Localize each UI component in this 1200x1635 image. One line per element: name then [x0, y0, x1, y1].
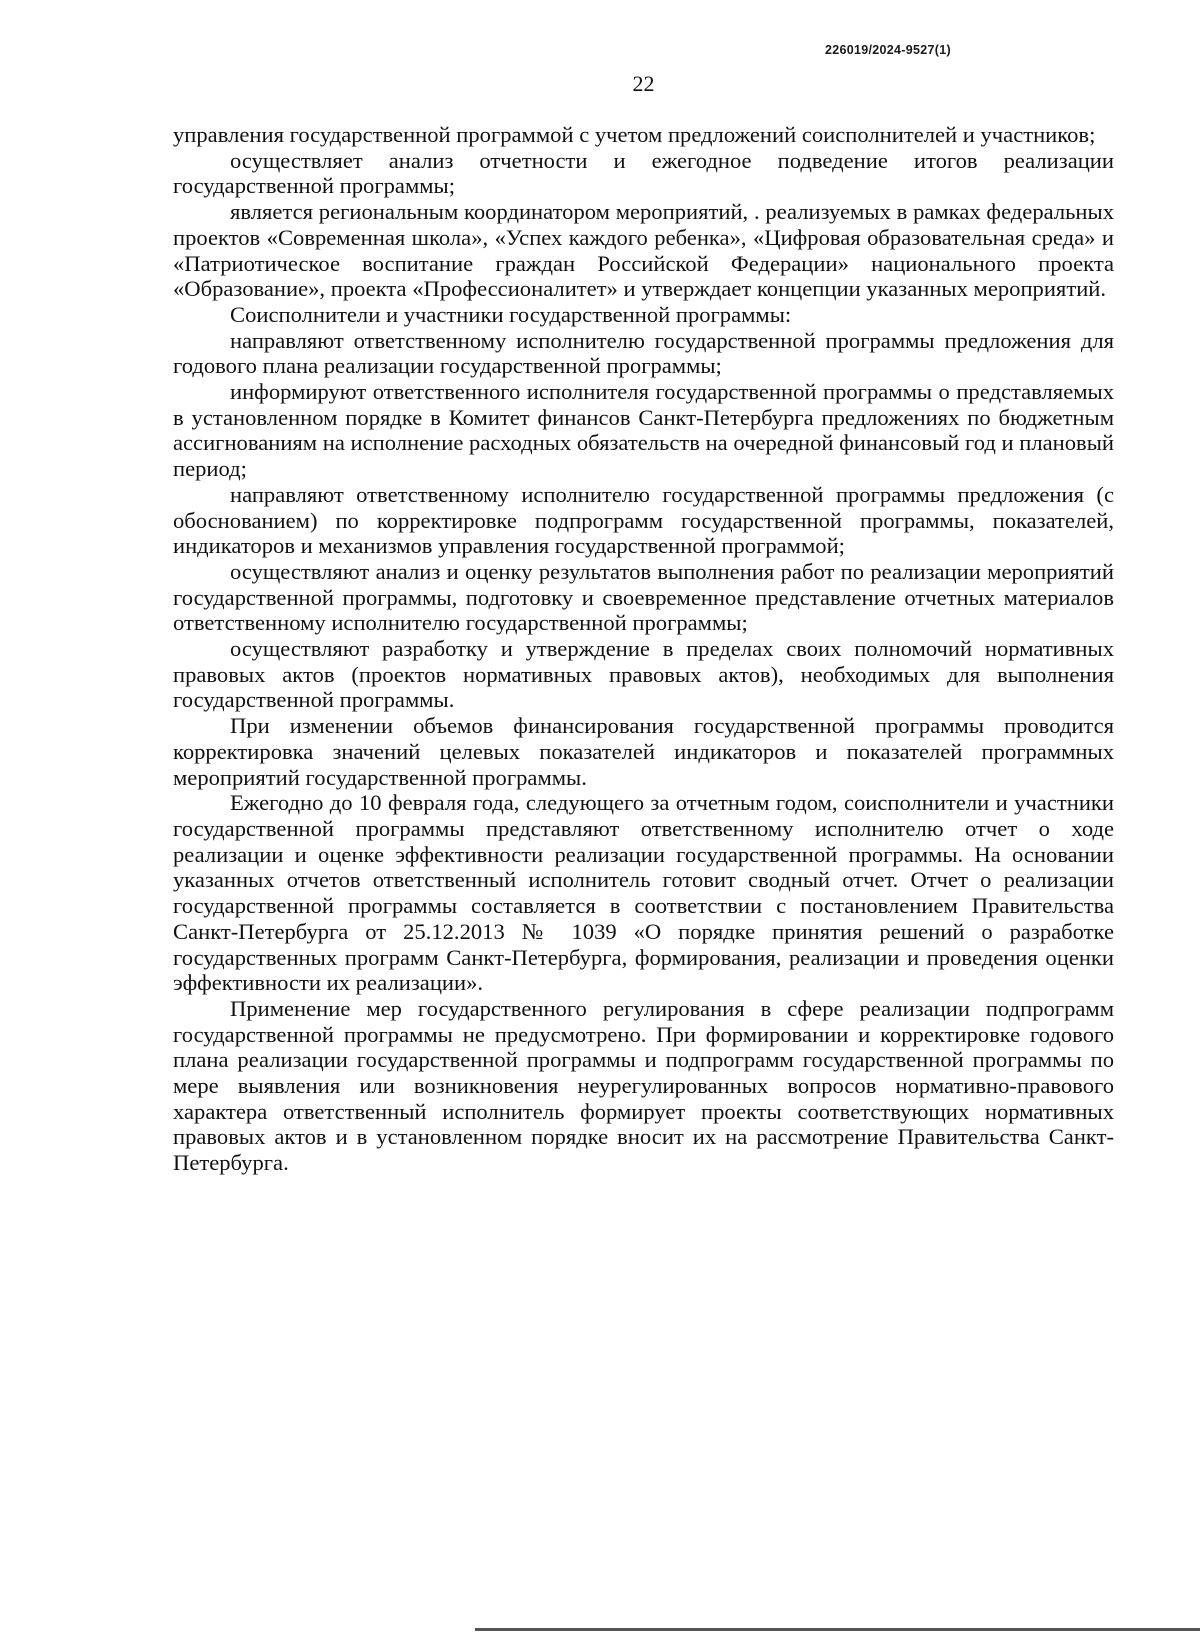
- paragraph: осуществляет анализ отчетности и ежегодное подведение итогов реализации государственной программы;: [173, 147, 1114, 199]
- document-registration-number: 226019/2024-9527(1): [825, 43, 951, 57]
- paragraph: осуществляют разработку и утверждение в пределах своих полномочий нормативных правовых актов (проектов нормативных правовых актов), необходимых для выполнения государственной программы.: [173, 636, 1114, 713]
- paragraph: осуществляют анализ и оценку результатов выполнения работ по реализации мероприятий государственной программы, подготовку и своевременное представление отчетных материалов ответственному исполнителю государственной программы;: [173, 558, 1114, 636]
- paragraph: информируют ответственного исполнителя государственной программы о представляемых в установленном порядке в Комитет финансов Санкт-Петербурга предложениях по бюджетным ассигнованиям на исполнение расходных обязательств на очередной финансовый год и плановый период;: [173, 379, 1114, 482]
- paragraph: является региональным координатором мероприятий, . реализуемых в рамках федеральных проектов «Современная школа», «Успех каждого ребенка», «Цифровая образовательная среда» и «Патриотическое воспитание граждан Российской Федерации» национального проекта «Образование», проекта «Профессионалитет» и утверждает концепции указанных мероприятий.: [173, 199, 1114, 302]
- page-number: 22: [632, 71, 655, 96]
- paragraph: направляют ответственному исполнителю государственной программы предложения (с обоснованием) по корректировке подпрограмм государственной программы, показателей, индикаторов и механизмов управления государственной программой;: [173, 481, 1114, 559]
- paragraph: Соисполнители и участники государственной программы:: [230, 301, 792, 327]
- paragraph: Применение мер государственного регулирования в сфере реализации подпрограмм государственной программы не предусмотрено. При формировании и корректировке годового плана реализации государственной программы и подпрограмм государственной программы по мере выявления или возникновения неурегулированных вопросов нормативно-правового характера ответственный исполнитель формирует проекты соответствующих нормативных правовых актов и в установленном порядке вносит их на рассмотрение Правительства Санкт-Петербурга.: [173, 995, 1114, 1176]
- paragraph: Ежегодно до 10 февраля года, следующего за отчетным годом, соисполнители и участники государственной программы представляют ответственному исполнителю отчет о ходе реализации и оценке эффективности реализации государственной программы. На основании указанных отчетов ответственный исполнитель готовит сводный отчет. Отчет о реализации государственной программы составляется в соответствии с постановлением Правительства Санкт-Петербурга от 25.12.2013 № 1039 «О порядке принятия решений о разработке государственных программ Санкт-Петербурга, формирования, реализации и проведения оценки эффективности их реализации».: [173, 790, 1114, 996]
- paragraph: управления государственной программой с учетом предложений соисполнителей и участников;: [173, 122, 1096, 147]
- document-body: [173, 122, 1114, 1176]
- paragraph: При изменении объемов финансирования государственной программы проводится корректировка значений целевых показателей индикаторов и показателей программных мероприятий государственной программы.: [173, 713, 1114, 790]
- paragraph: направляют ответственному исполнителю государственной программы предложения для годового плана реализации государственной программы;: [173, 327, 1114, 379]
- scan-edge-line: [475, 1628, 1200, 1631]
